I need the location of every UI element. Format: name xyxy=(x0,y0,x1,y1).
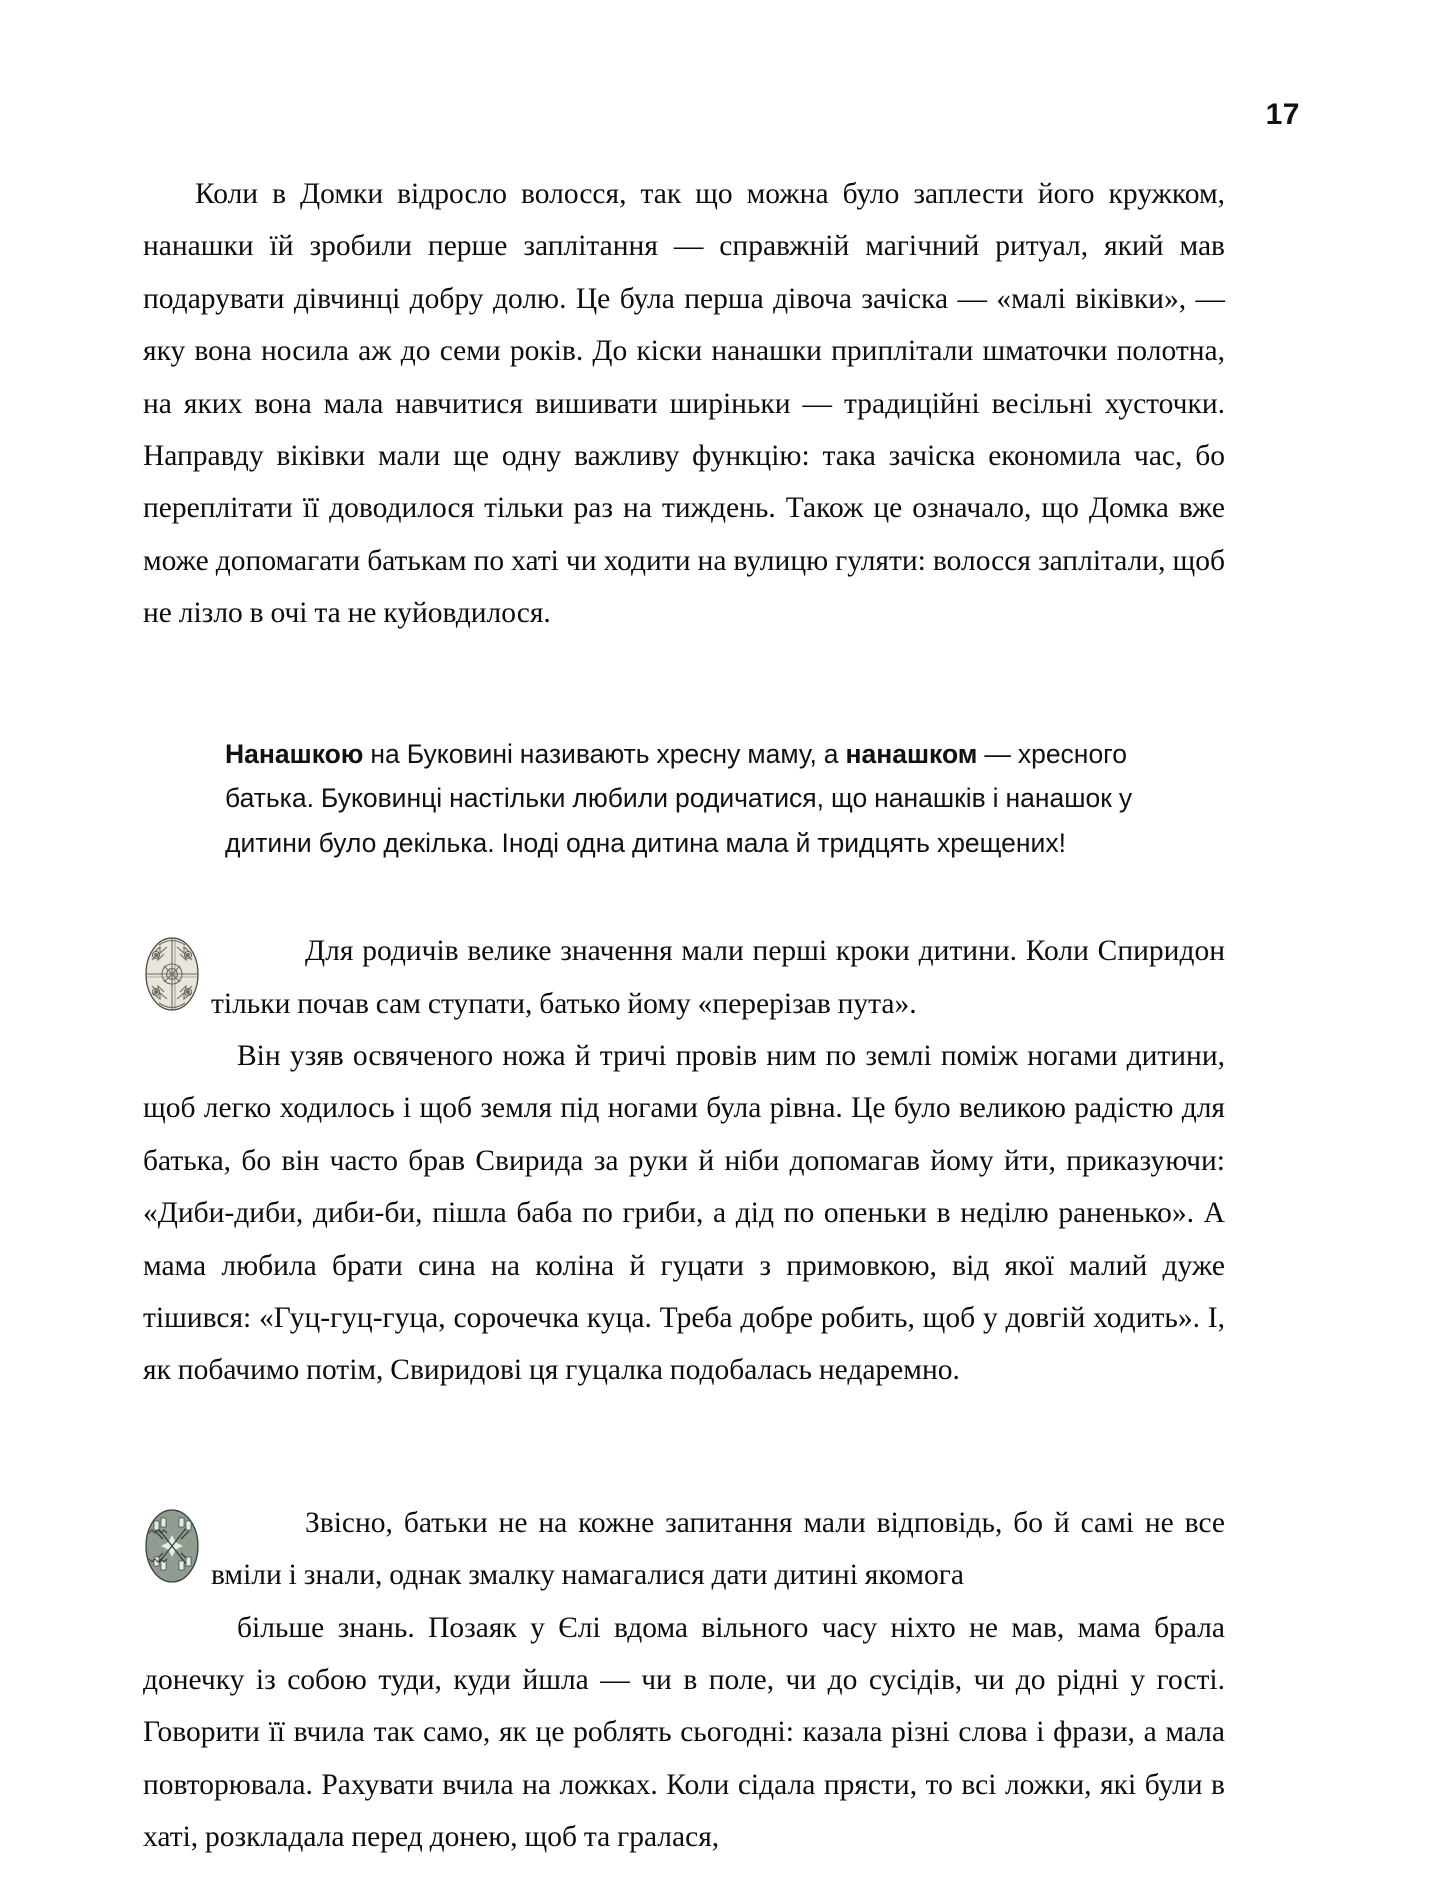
callout-text-segment-2: — хресного батька. Буковинці настільки любили родичатися, що нанашків і нанашок у дитини було декілька. Іноді одна дитина мала й тридцять хрещених! xyxy=(225,738,1133,858)
body-paragraph-2-rest: Він узяв освяченого ножа й тричі провів ним по землі поміж ногами дитини, щоб легко ходилось і щоб земля під ногами була рівна. Це було великою радістю для батька, бо він часто брав Свирида за руки й ніби допомагав йому йти, приказуючи: «Диби-диби, диби-би, пішла баба по гриби, а дід по опеньки в неділю раненько». А мама любила брати сина на коліна й гуцати з примовкою, від якої малий дуже тішився: «Гуц-гуц-гуца, сорочечка куца. Треба добре робить, щоб у довгій ходить». І, як побачимо потім, Свиридові ця гуцалка подобалась недаремно. xyxy=(143,1039,1225,1387)
pysanka-egg-icon-beige xyxy=(143,931,201,1011)
definition-callout xyxy=(143,732,1143,866)
spacer xyxy=(143,1397,1225,1437)
body-paragraph-3-lead: Звісно, батьки не на кожне запитання мали відповідь, бо й самі не все вміли і знали, однак змалку намагалися дати дитині якомога xyxy=(211,1506,1225,1592)
body-paragraph-2-lead: Для родичів велике значення мали перші кроки дитини. Коли Спиридон тільки почав сам ступати, батько йому «перерізав пута». xyxy=(211,935,1225,1020)
spacer xyxy=(143,640,1225,686)
callout-text xyxy=(225,732,1143,866)
text-column xyxy=(143,168,1225,1864)
callout-term-nanashkoyu: Нанашкою xyxy=(225,738,364,769)
ornamented-paragraph-1 xyxy=(143,925,1225,1397)
callout-term-nanashkom: нанашком xyxy=(845,738,978,769)
callout-text-segment-1: на Буковині називають хресну маму, а xyxy=(363,738,846,769)
ornamented-paragraph-2 xyxy=(143,1497,1225,1864)
pysanka-egg-icon-green xyxy=(143,1503,201,1583)
body-paragraph-1: Коли в Домки відросло волосся, так що можна було заплести його кружком, нанашки їй зробили перше заплітання — справжній магічний ритуал, який мав подарувати дівчинці добру долю. Це була перша дівоча зачіска — «малі віківки», — яку вона носила аж до семи років. До кіски нанашки приплітали шматочки полотна, на яких вона мала навчитися вишивати ширіньки — традиційні весільні хусточки. Направду віківки мали ще одну важливу функцію: така зачіска економила час, бо переплітати її доводилося тільки раз на тиждень. Також це означало, що Домка вже може допомагати батькам по хаті чи ходити на вулицю гуляти: волосся заплітали, щоб не лізло в очі та не куйовдилося. xyxy=(143,178,1225,630)
page-number: 17 xyxy=(1265,98,1300,131)
body-paragraph-3-rest: більше знань. Позаяк у Єлі вдома вільного часу ніхто не мав, мама брала донечку із собою туди, куди йшла — чи в поле, чи до сусідів, чи до рідні у гості. Говорити її вчила так само, як це роблять сьогодні: казала різні слова і фрази, а мала повторювала. Рахувати вчила на ложках. Коли сідала прясти, то всі ложки, які були в хаті, розкладала перед донею, щоб та гралася, xyxy=(143,1611,1225,1854)
